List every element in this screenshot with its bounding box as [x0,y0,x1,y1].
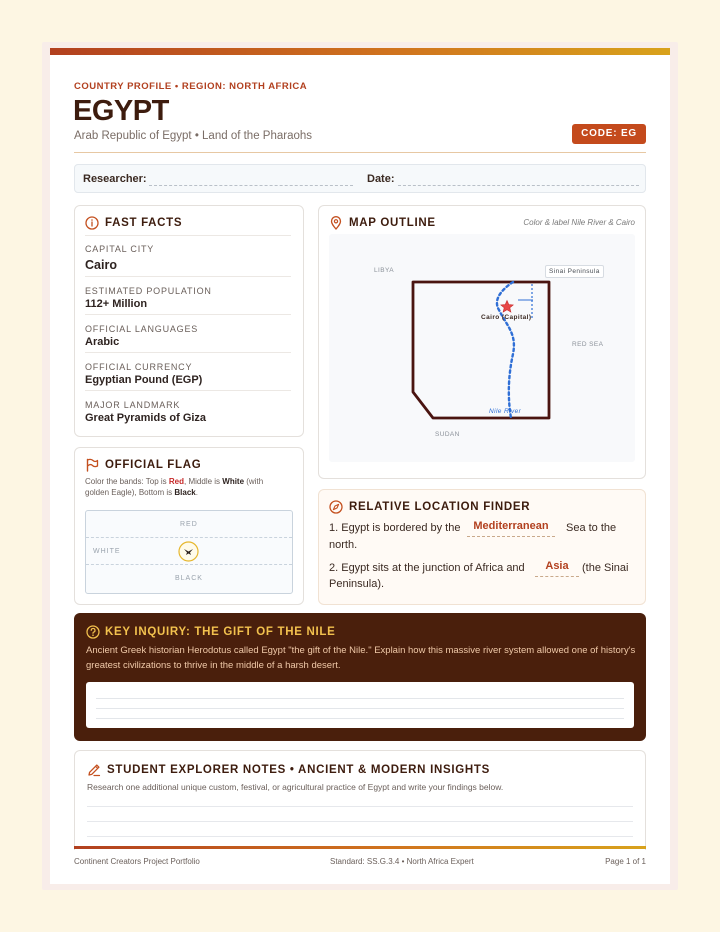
fact-divider [85,276,291,277]
finder-q1-prefix: 1. Egypt is bordered by the [329,522,461,534]
map-outline-card [318,205,646,479]
map-hint: Color & label Nile River & Cairo [523,218,635,227]
finder-q1-suffix: Sea to the [566,522,617,534]
researcher-label: Researcher: [83,173,147,185]
flag-desc-text: (with golden Eagle), Bottom is [85,477,264,497]
flag-icon [85,458,99,472]
fact-value: Cairo [85,258,117,272]
writing-line [96,718,624,719]
location-finder-title: RELATIVE LOCATION FINDER [349,501,531,513]
writing-line [96,708,624,709]
fact-value: Egyptian Pound (EGP) [85,374,203,386]
fact-value: Great Pyramids of Giza [85,412,207,424]
fact-label: OFFICIAL CURRENCY [85,362,193,372]
footer-left: Continent Creators Project Portfolio [74,857,200,866]
egypt-map[interactable] [329,234,635,462]
official-flag-card [74,447,304,605]
notes-writing-line[interactable] [87,806,633,807]
date-label: Date: [367,173,395,185]
flag-desc-text: Color the bands: Top is [85,477,169,486]
flag-black-word: Black [174,488,196,497]
footer-accent-bar [74,846,646,849]
map-label-cairo: Cairo (Capital) [481,314,532,321]
flag-instructions [85,476,285,498]
pencil-icon [87,763,101,777]
map-label-red-sea: RED SEA [572,341,604,348]
compass-icon [329,500,343,514]
fact-divider [85,314,291,315]
notes-writing-line[interactable] [87,836,633,837]
official-flag-title: OFFICIAL FLAG [105,459,202,471]
student-notes-prompt: Research one additional unique custom, festival, or agricultural practice of Egypt and write your findings below. [87,782,504,792]
map-label-sinai: Sinai Peninsula [545,265,604,278]
answer-blank-asia[interactable]: Asia [535,560,579,577]
date-field[interactable] [398,185,639,186]
map-outline-title: MAP OUTLINE [349,217,436,229]
fact-divider [85,352,291,353]
page-subtitle: Arab Republic of Egypt • Land of the Pharaohs [74,130,313,142]
fact-label: CAPITAL CITY [85,244,155,254]
finder-q2-prefix: 2. Egypt sits at the junction of Africa and [329,562,525,574]
researcher-date-row [74,164,646,193]
band-label: RED [180,521,198,528]
finder-q2-end: Peninsula). [329,578,385,590]
flag-red-word: Red [168,477,185,486]
top-accent-bar [50,48,670,55]
fast-facts-title: FAST FACTS [105,217,183,229]
fact-value: Arabic [85,336,120,348]
eagle-icon [178,541,199,562]
student-notes-card [74,750,646,850]
notes-writing-line[interactable] [87,821,633,822]
page-frame [42,42,678,890]
band-label: WHITE [93,548,121,555]
flag-coloring-area[interactable] [85,510,293,594]
facts-divider [85,235,291,236]
worksheet-page [50,48,670,884]
info-icon [85,216,99,230]
title-divider [74,152,646,153]
question-icon [86,625,100,639]
map-pin-icon [329,216,343,230]
country-code-badge: CODE: EG [572,124,646,144]
page-title: EGYPT [73,95,169,127]
flag-band-red[interactable] [86,511,292,538]
answer-blank-mediterranean[interactable]: Mediterranean [467,520,555,537]
flag-white-word: White [222,477,245,486]
region-eyebrow: COUNTRY PROFILE • REGION: NORTH AFRICA [74,81,308,92]
map-label-sudan: SUDAN [435,431,460,438]
flag-band-black[interactable] [86,565,292,592]
finder-q2-suffix: (the Sinai [582,562,629,574]
fact-label: MAJOR LANDMARK [85,400,181,410]
fact-divider [85,390,291,391]
researcher-field[interactable] [149,185,353,186]
flag-desc-text: . [195,488,198,497]
flag-desc-text: , Middle is [184,477,223,486]
map-label-nile: Nile River [489,408,522,415]
flag-band-white[interactable] [86,538,292,565]
footer-page-number: Page 1 of 1 [605,857,646,866]
footer-standard: Standard: SS.G.3.4 • North Africa Expert [330,857,474,866]
key-inquiry-prompt: Ancient Greek historian Herodotus called Egypt "the gift of the Nile." Explain how this massive river system allowed one of history's greatest civilizations to thrive in the middle of a harsh desert. [86,645,636,671]
fast-facts-card [74,205,304,437]
finder-q1-end: north. [329,539,358,551]
map-label-libya: LIBYA [374,267,394,274]
fact-label: ESTIMATED POPULATION [85,286,212,296]
location-finder-card [318,489,646,605]
band-label: BLACK [175,575,203,582]
key-inquiry-panel [74,613,646,741]
key-inquiry-title: KEY INQUIRY: THE GIFT OF THE NILE [105,626,336,638]
fact-value: 112+ Million [85,298,148,310]
fact-label: OFFICIAL LANGUAGES [85,324,199,334]
inquiry-answer-area[interactable] [86,682,634,728]
student-notes-title: STUDENT EXPLORER NOTES • ANCIENT & MODERN INSIGHTS [107,764,490,776]
writing-line [96,698,624,699]
